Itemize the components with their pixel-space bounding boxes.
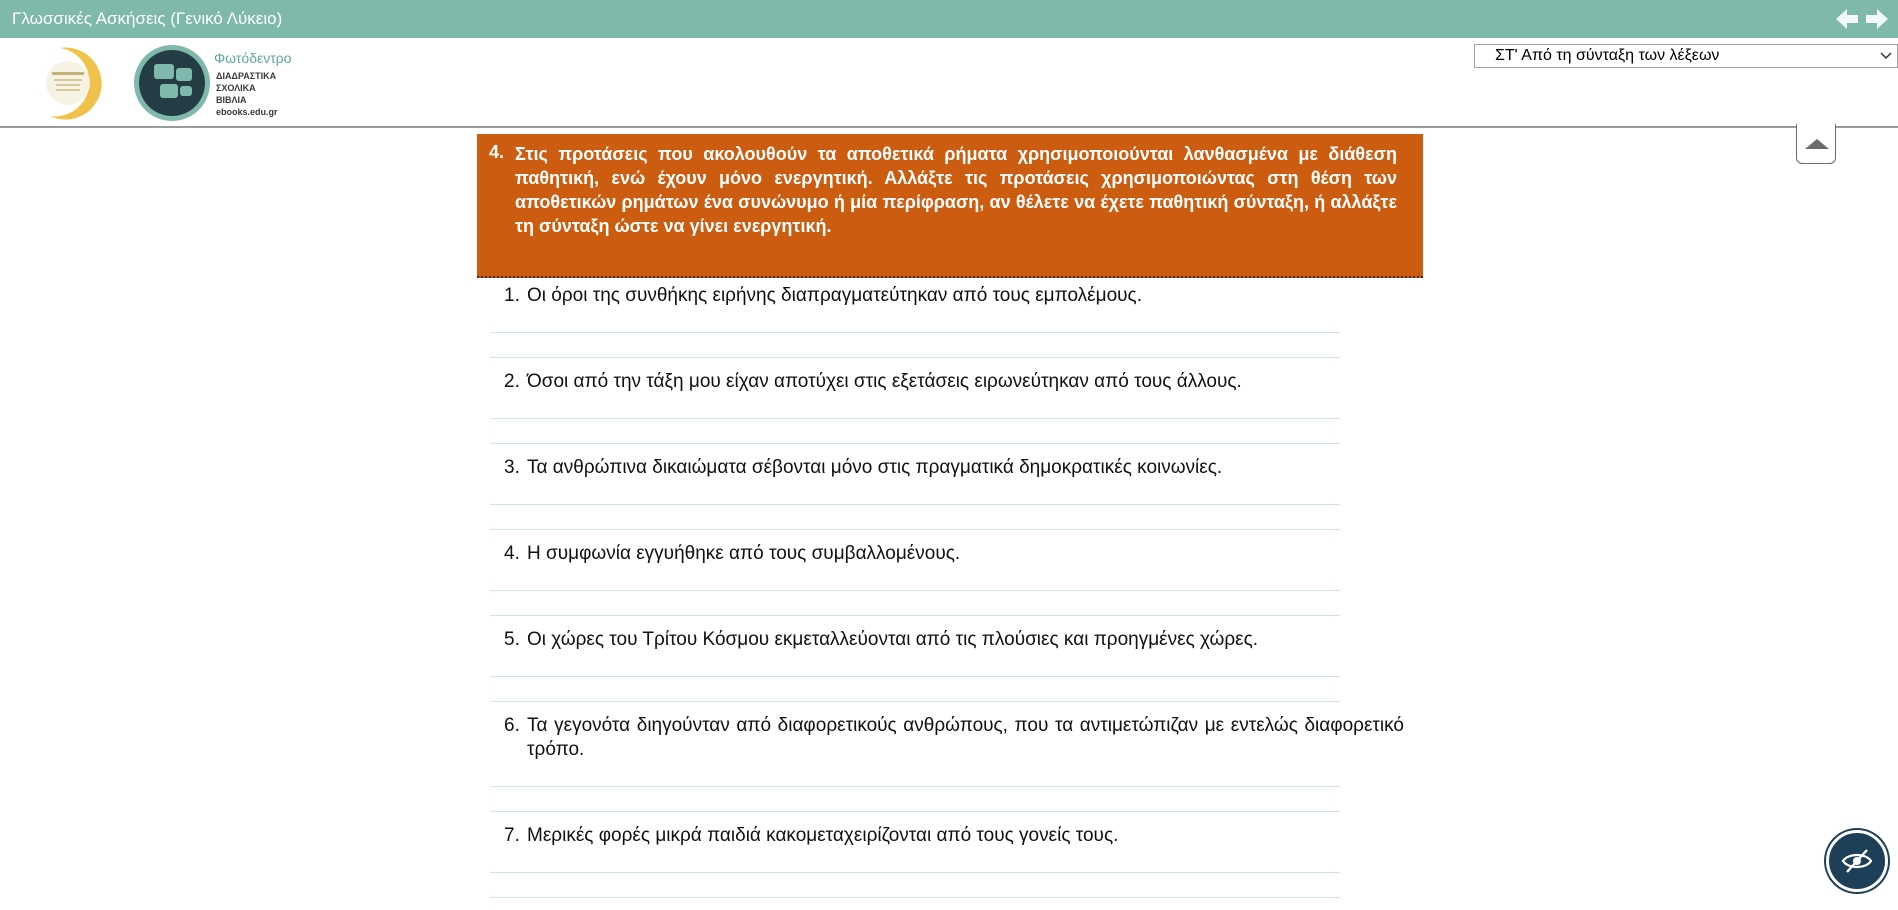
- item-sentence: Όσοι από την τάξη μου είχαν αποτύχει στις εξετάσεις ειρωνεύτηκαν από τους άλλους.: [527, 371, 1242, 392]
- answer-line[interactable]: [490, 873, 1340, 898]
- answer-line[interactable]: [490, 419, 1340, 444]
- answer-line[interactable]: [490, 480, 1340, 505]
- answer-line[interactable]: [490, 677, 1340, 702]
- exercise-item: [490, 714, 1404, 824]
- collapse-header-button[interactable]: [1796, 124, 1836, 164]
- item-sentence: Οι όροι της συνθήκης ειρήνης διαπραγματεύτηκαν από τους εμπολέμους.: [527, 285, 1142, 306]
- page-navigation: [1834, 6, 1890, 32]
- item-number: 5.: [504, 629, 520, 650]
- chevron-down-icon: [1879, 48, 1893, 62]
- arrow-left-icon[interactable]: [1834, 6, 1860, 32]
- answer-line[interactable]: [490, 505, 1340, 530]
- exercise-list: [490, 284, 1404, 910]
- top-bar: [0, 0, 1898, 38]
- item-number: 3.: [504, 457, 520, 478]
- answer-line[interactable]: [490, 848, 1340, 873]
- item-number: 6.: [504, 715, 520, 736]
- item-sentence: Οι χώρες του Τρίτου Κόσμου εκμεταλλεύονται από τις πλούσιες και προηγμένες χώρες.: [527, 629, 1259, 650]
- accessibility-button[interactable]: [1826, 830, 1888, 892]
- exercise-item: [490, 370, 1404, 456]
- ministry-logo: [30, 42, 104, 124]
- item-sentence: Τα ανθρώπινα δικαιώματα σέβονται μόνο στις πραγματικά δημοκρατικές κοινωνίες.: [527, 457, 1223, 478]
- exercise-instruction: [477, 134, 1423, 278]
- instruction-text: Στις προτάσεις που ακολουθούν τα αποθετικά ρήματα χρησιμοποιούνται λανθασμένα με διάθεση παθητική, ενώ έχουν μόνο ενεργητική. Αλλάξτε τις προτάσεις χρησιμοποιώντας στη θέση των αποθετικών ρημάτων ένα συνώνυμο ή μία περίφραση, αν θέλετε να έχετε παθητική σύνταξη, ή αλλάξτε τη σύνταξη ώστε να γίνει ενεργητική.: [515, 144, 1397, 236]
- item-number: 4.: [504, 543, 520, 564]
- exercise-item: [490, 628, 1404, 714]
- exercise-number: 4.: [489, 142, 505, 162]
- photodentro-emblem: [132, 42, 212, 124]
- photodentro-name: Φωτόδεντρο: [214, 50, 292, 66]
- item-number: 1.: [504, 285, 520, 306]
- item-sentence: Τα γεγονότα διηγούνταν από διαφορετικούς ανθρώπους, που τα αντιμετώπιζαν με εντελώς διαφορετικό τρόπο.: [527, 715, 1404, 760]
- answer-line[interactable]: [490, 762, 1340, 787]
- answer-line[interactable]: [490, 652, 1340, 677]
- app-title: Γλωσσικές Ασκήσεις (Γενικό Λύκειο): [12, 9, 283, 28]
- answer-line[interactable]: [490, 308, 1340, 333]
- answer-line[interactable]: [490, 394, 1340, 419]
- item-number: 2.: [504, 371, 520, 392]
- eye-slash-icon: [1840, 844, 1874, 878]
- photodentro-logo: [132, 42, 292, 124]
- header: [0, 38, 1898, 128]
- answer-line[interactable]: [490, 566, 1340, 591]
- photodentro-subtitle: ΔΙΑΔΡΑΣΤΙΚΑ ΣΧΟΛΙΚΑ ΒΙΒΛΙΑ ebooks.edu.gr: [216, 71, 278, 117]
- answer-line[interactable]: [490, 787, 1340, 812]
- item-number: 7.: [504, 825, 520, 846]
- chapter-select[interactable]: [1474, 44, 1898, 68]
- item-sentence: Η συμφωνία εγγυήθηκε από τους συμβαλλομένους.: [527, 543, 961, 564]
- exercise-item: [490, 824, 1404, 910]
- chapter-select-value: ΣΤ' Από τη σύνταξη των λέξεων: [1495, 47, 1720, 64]
- triangle-up-icon: [1805, 138, 1829, 150]
- exercise-item: [490, 456, 1404, 542]
- answer-line[interactable]: [490, 333, 1340, 358]
- exercise-item: [490, 284, 1404, 370]
- item-sentence: Μερικές φορές μικρά παιδιά κακομεταχειρίζονται από τους γονείς τους.: [527, 825, 1119, 846]
- answer-line[interactable]: [490, 591, 1340, 616]
- exercise-item: [490, 542, 1404, 628]
- arrow-right-icon[interactable]: [1864, 6, 1890, 32]
